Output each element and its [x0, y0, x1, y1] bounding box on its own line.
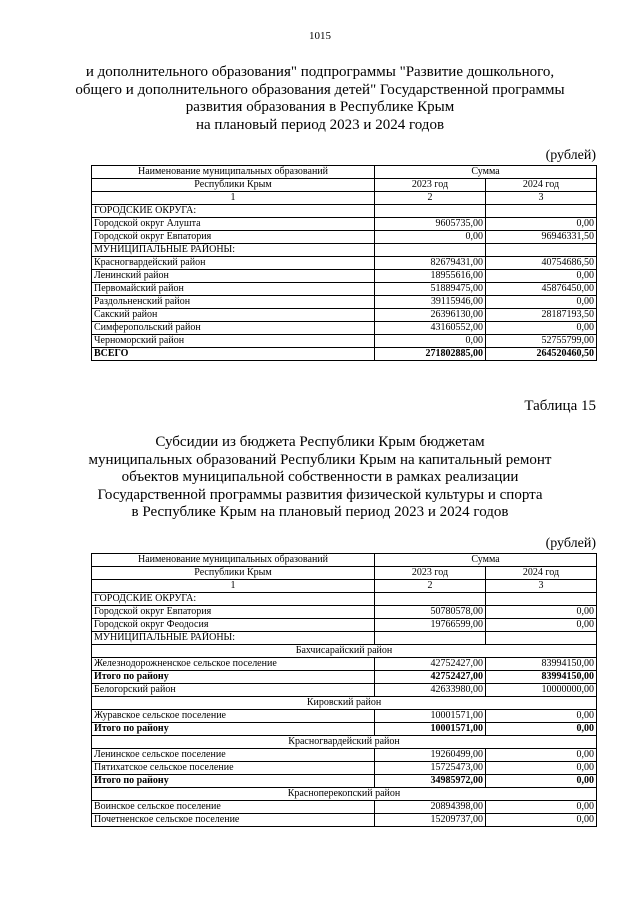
district-row	[92, 697, 597, 710]
column-number: 3	[486, 580, 597, 593]
row-name: Почетненское сельское поселение	[92, 814, 375, 827]
value-2023: 26396130,00	[375, 309, 486, 322]
row-name: Сакский район	[92, 309, 375, 322]
value-2023: 34985972,00	[375, 775, 486, 788]
heading-line: общего и дополнительного образования детей" Государственной программы	[75, 81, 565, 98]
value-2024: 0,00	[486, 606, 597, 619]
column-number: 1	[92, 580, 375, 593]
units-label: (рублей)	[545, 536, 596, 551]
value-2023: 42752427,00	[375, 671, 486, 684]
heading-line: Государственной программы развития физической культуры и спорта	[97, 486, 543, 503]
value-2023: 82679431,00	[375, 257, 486, 270]
table-row	[92, 684, 597, 697]
units-label: (рублей)	[545, 148, 596, 163]
section-row	[92, 205, 597, 218]
value-2024: 0,00	[486, 322, 597, 335]
table-row	[92, 749, 597, 762]
value-2024: 0,00	[486, 218, 597, 231]
value-2024: 0,00	[486, 619, 597, 632]
header-name: Наименование муниципальных образований	[92, 554, 375, 567]
heading-line: развития образования в Республике Крым	[185, 99, 455, 115]
column-number: 2	[375, 580, 486, 593]
value-2023: 43160552,00	[375, 322, 486, 335]
table-row	[92, 335, 597, 348]
table-row	[92, 283, 597, 296]
heading-line: на плановый период 2023 и 2024 годов	[195, 116, 445, 133]
section-row	[92, 632, 597, 645]
value-2024: 0,00	[486, 801, 597, 814]
value-2024: 83994150,00	[486, 658, 597, 671]
heading-line: объектов муниципальной собственности в рамках реализации	[121, 469, 519, 485]
value-2024: 28187193,50	[486, 309, 597, 322]
total-row	[92, 348, 597, 361]
table-row	[92, 322, 597, 335]
table-row	[92, 606, 597, 619]
section-row	[92, 244, 597, 257]
row-name: Городской округ Евпатория	[92, 231, 375, 244]
row-name: Симферопольский район	[92, 322, 375, 335]
value-2023: 42633980,00	[375, 684, 486, 697]
district-name: Красноперекопский район	[92, 788, 597, 801]
header-sum: Сумма	[375, 166, 597, 179]
value-2024: 0,00	[486, 749, 597, 762]
district-name: Красногвардейский район	[92, 736, 597, 749]
value-2023: 0,00	[375, 335, 486, 348]
row-name: Железнодорожненское сельское поселение	[92, 658, 375, 671]
header-name: Наименование муниципальных образований	[92, 166, 375, 179]
row-name: Городской округ Евпатория	[92, 606, 375, 619]
value-2023	[375, 205, 486, 218]
table-row	[92, 801, 597, 814]
table-row	[92, 309, 597, 322]
row-name: Итого по району	[92, 723, 375, 736]
row-name: Журавское сельское поселение	[92, 710, 375, 723]
column-number-row	[92, 192, 597, 205]
value-2023	[375, 593, 486, 606]
table-row	[92, 257, 597, 270]
row-name: Раздольненский район	[92, 296, 375, 309]
table-row	[92, 270, 597, 283]
column-number: 1	[92, 192, 375, 205]
heading-line: Субсидии из бюджета Республики Крым бюджетам	[155, 434, 485, 450]
row-name: ГОРОДСКИЕ ОКРУГА:	[92, 593, 375, 606]
row-name: Итого по району	[92, 775, 375, 788]
header-year: 2024 год	[486, 179, 597, 192]
value-2023: 10001571,00	[375, 710, 486, 723]
value-2023	[375, 632, 486, 645]
row-name: Красногвардейский район	[92, 257, 375, 270]
row-name: Воинское сельское поселение	[92, 801, 375, 814]
value-2024: 264520460,50	[486, 348, 597, 361]
value-2024: 10000000,00	[486, 684, 597, 697]
table-row	[92, 710, 597, 723]
district-row	[92, 736, 597, 749]
column-number-row	[92, 580, 597, 593]
section-row	[92, 593, 597, 606]
header-name: Республики Крым	[92, 179, 375, 192]
budget-table-1	[91, 165, 597, 361]
row-name: Городской округ Феодосия	[92, 619, 375, 632]
district-name: Кировский район	[92, 697, 597, 710]
value-2024: 52755799,00	[486, 335, 597, 348]
value-2024	[486, 244, 597, 257]
total-row	[92, 775, 597, 788]
value-2023: 10001571,00	[375, 723, 486, 736]
row-name: Белогорский район	[92, 684, 375, 697]
table-row	[92, 619, 597, 632]
table-row	[92, 762, 597, 775]
header-year: 2024 год	[486, 567, 597, 580]
table-row	[92, 231, 597, 244]
column-number: 3	[486, 192, 597, 205]
value-2023: 15725473,00	[375, 762, 486, 775]
value-2024	[486, 632, 597, 645]
value-2024: 0,00	[486, 296, 597, 309]
value-2024: 40754686,50	[486, 257, 597, 270]
page-number: 1015	[309, 30, 331, 42]
value-2023	[375, 244, 486, 257]
district-row	[92, 645, 597, 658]
row-name: Пятихатское сельское поселение	[92, 762, 375, 775]
column-number: 2	[375, 192, 486, 205]
header-row	[92, 567, 597, 580]
value-2023: 9605735,00	[375, 218, 486, 231]
district-name: Бахчисарайский район	[92, 645, 597, 658]
value-2024: 0,00	[486, 270, 597, 283]
value-2024: 0,00	[486, 775, 597, 788]
value-2023: 42752427,00	[375, 658, 486, 671]
header-year: 2023 год	[375, 567, 486, 580]
value-2023: 19260499,00	[375, 749, 486, 762]
value-2024: 96946331,50	[486, 231, 597, 244]
row-name: Ленинское сельское поселение	[92, 749, 375, 762]
table-row	[92, 814, 597, 827]
value-2024	[486, 593, 597, 606]
row-name: ВСЕГО	[92, 348, 375, 361]
row-name: МУНИЦИПАЛЬНЫЕ РАЙОНЫ:	[92, 632, 375, 645]
header-row	[92, 554, 597, 567]
district-row	[92, 788, 597, 801]
row-name: Черноморский район	[92, 335, 375, 348]
table-row	[92, 296, 597, 309]
heading-line: в Республике Крым на плановый период 2023 и 2024 годов	[131, 504, 509, 520]
value-2024: 0,00	[486, 762, 597, 775]
budget-table-2	[91, 553, 597, 827]
value-2024	[486, 205, 597, 218]
value-2023: 39115946,00	[375, 296, 486, 309]
heading-line: муниципальных образований Республики Крым на капитальный ремонт	[88, 451, 552, 468]
header-year: 2023 год	[375, 179, 486, 192]
value-2023: 271802885,00	[375, 348, 486, 361]
header-row	[92, 179, 597, 192]
row-name: Городской округ Алушта	[92, 218, 375, 231]
value-2023: 20894398,00	[375, 801, 486, 814]
row-name: Первомайский район	[92, 283, 375, 296]
value-2023: 51889475,00	[375, 283, 486, 296]
table-heading	[70, 64, 570, 134]
value-2023: 0,00	[375, 231, 486, 244]
row-name: ГОРОДСКИЕ ОКРУГА:	[92, 205, 375, 218]
row-name: Итого по району	[92, 671, 375, 684]
header-sum: Сумма	[375, 554, 597, 567]
value-2024: 0,00	[486, 723, 597, 736]
row-name: МУНИЦИПАЛЬНЫЕ РАЙОНЫ:	[92, 244, 375, 257]
header-row	[92, 166, 597, 179]
value-2023: 15209737,00	[375, 814, 486, 827]
value-2023: 19766599,00	[375, 619, 486, 632]
value-2024: 0,00	[486, 710, 597, 723]
value-2023: 50780578,00	[375, 606, 486, 619]
value-2024: 83994150,00	[486, 671, 597, 684]
table-row	[92, 658, 597, 671]
heading-line: и дополнительного образования" подпрограммы "Развитие дошкольного,	[85, 64, 555, 80]
table-number-label: Таблица 15	[524, 398, 596, 414]
total-row	[92, 671, 597, 684]
header-name: Республики Крым	[92, 567, 375, 580]
table-row	[92, 218, 597, 231]
value-2024: 0,00	[486, 814, 597, 827]
total-row	[92, 723, 597, 736]
row-name: Ленинский район	[92, 270, 375, 283]
value-2024: 45876450,00	[486, 283, 597, 296]
value-2023: 18955616,00	[375, 270, 486, 283]
table-heading	[70, 434, 570, 522]
